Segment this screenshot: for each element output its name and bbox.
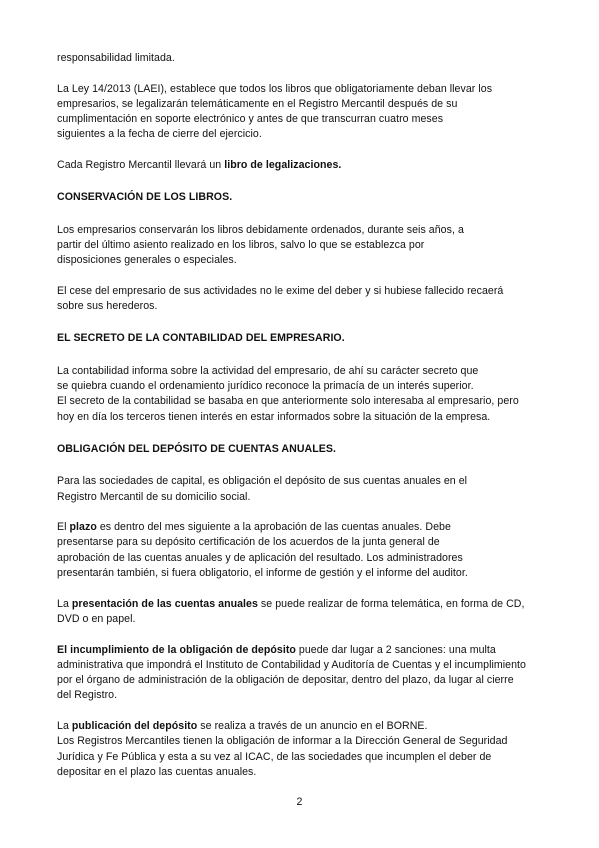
text-line: [57, 719, 552, 734]
text-run: puede dar lugar a 2 sanciones: una multa: [295, 643, 496, 656]
text-line: La contabilidad informa sobre la actividad del empresario, de ahí su carácter secreto que: [57, 364, 479, 377]
text-line: Registro Mercantil de su domicilio social.: [57, 490, 251, 503]
text-line: se quiebra cuando el ordenamiento jurídico reconoce la primacía de un interés superior.: [57, 380, 474, 393]
text-line: El cese del empresario de sus actividades no le exime del deber y si hubiese fallecido recaerá: [57, 284, 504, 297]
paragraph-publicacion: [57, 719, 552, 780]
paragraph-continuation: [57, 51, 552, 66]
text-line: cumplimentación en soporte electrónico y antes de que transcurran cuatro meses: [57, 113, 444, 126]
paragraph-libro-legalizaciones: [57, 158, 552, 173]
paragraph-conservacion: [57, 223, 552, 269]
text-line: Los Registros Mercantiles tienen la obligación de informar a la Dirección General de Seguridad: [57, 735, 508, 748]
text-line: depositar en el plazo las cuentas anuales.: [57, 765, 257, 778]
text-run: La: [57, 597, 72, 610]
bold-text: El incumplimiento de la obligación de depósito: [57, 643, 296, 656]
paragraph-presentacion: [57, 597, 552, 628]
paragraph-sociedades-capital: [57, 474, 552, 505]
text-line: Para las sociedades de capital, es obligación el depósito de sus cuentas anuales en el: [57, 475, 468, 488]
heading-text: CONSERVACIÓN DE LOS LIBROS.: [57, 191, 233, 204]
paragraph-secreto: [57, 364, 552, 425]
text-line: presentarse para su depósito certificación de los acuerdos de la junta general de: [57, 536, 440, 549]
text-line: disposiciones generales o especiales.: [57, 254, 237, 267]
text-line: del Registro.: [57, 689, 118, 702]
section-heading-conservacion: [57, 190, 552, 205]
page-number: 2: [296, 796, 303, 808]
heading-text: EL SECRETO DE LA CONTABILIDAD DEL EMPRESARIO.: [57, 332, 345, 345]
bold-text: presentación de las cuentas anuales: [71, 597, 258, 610]
text-line: empresarios, se legalizarán telemáticamente en el Registro Mercantil después de su: [57, 97, 458, 110]
bold-text: publicación del depósito: [71, 719, 198, 732]
text-run: se puede realizar de forma telemática, en forma de CD,: [257, 597, 525, 610]
paragraph-cese: [57, 284, 552, 315]
text-run: se realiza a través de un anuncio en el BORNE.: [197, 719, 428, 732]
text-line: partir del último asiento realizado en los libros, salvo lo que se establezca por: [57, 238, 425, 251]
text-line: El secreto de la contabilidad se basaba en que anteriormente solo interesaba al empresario, pero: [57, 395, 519, 408]
bold-text: libro de legalizaciones.: [224, 159, 342, 172]
text-line: responsabilidad limitada.: [57, 52, 175, 64]
text-line: presentarán también, si fuera obligatorio, el informe de gestión y el informe del auditor.: [57, 567, 468, 580]
text-run: La: [57, 719, 72, 732]
text-line: siguientes a la fecha de cierre del ejercicio.: [57, 128, 262, 141]
text-line: aprobación de las cuentas anuales y de aplicación del resultado. Los administradores: [57, 551, 463, 564]
bold-text: plazo: [69, 521, 97, 534]
text-line: [57, 643, 552, 658]
text-line: La Ley 14/2013 (LAEI), establece que todos los libros que obligatoriamente deban llevar los: [57, 82, 493, 95]
paragraph-ley-14-2013: [57, 82, 552, 143]
heading-text: OBLIGACIÓN DEL DEPÓSITO DE CUENTAS ANUALES.: [57, 442, 336, 455]
text-line: hoy en día los terceros tienen interés en estar informados sobre la situación de la empresa.: [57, 410, 491, 423]
text-run: El: [57, 521, 70, 534]
text-line: [57, 520, 552, 535]
text-line: [57, 597, 552, 612]
document-body: [57, 51, 552, 780]
paragraph-plazo: [57, 520, 552, 581]
text-line: DVD o en papel.: [57, 612, 136, 625]
text-line: [57, 158, 552, 173]
text-line: sobre sus herederos.: [57, 300, 158, 313]
text-run: Cada Registro Mercantil llevará un: [57, 159, 225, 172]
text-line: administrativa que impondrá el Instituto de Contabilidad y Auditoría de Cuentas y el incumplimiento: [57, 658, 526, 671]
section-heading-deposito: [57, 442, 552, 457]
text-line: Los empresarios conservarán los libros debidamente ordenados, durante seis años, a: [57, 223, 464, 236]
text-run: es dentro del mes siguiente a la aprobación de las cuentas anuales. Debe: [96, 521, 451, 534]
section-heading-secreto: [57, 331, 552, 346]
text-line: Jurídica y Fe Pública y esta a su vez al ICAC, de las sociedades que incumplen el deber de: [57, 750, 492, 763]
text-line: por el órgano de administración de la obligación de depositar, dentro del plazo, da lugar al cierre: [57, 674, 514, 687]
paragraph-incumplimiento: [57, 643, 552, 704]
